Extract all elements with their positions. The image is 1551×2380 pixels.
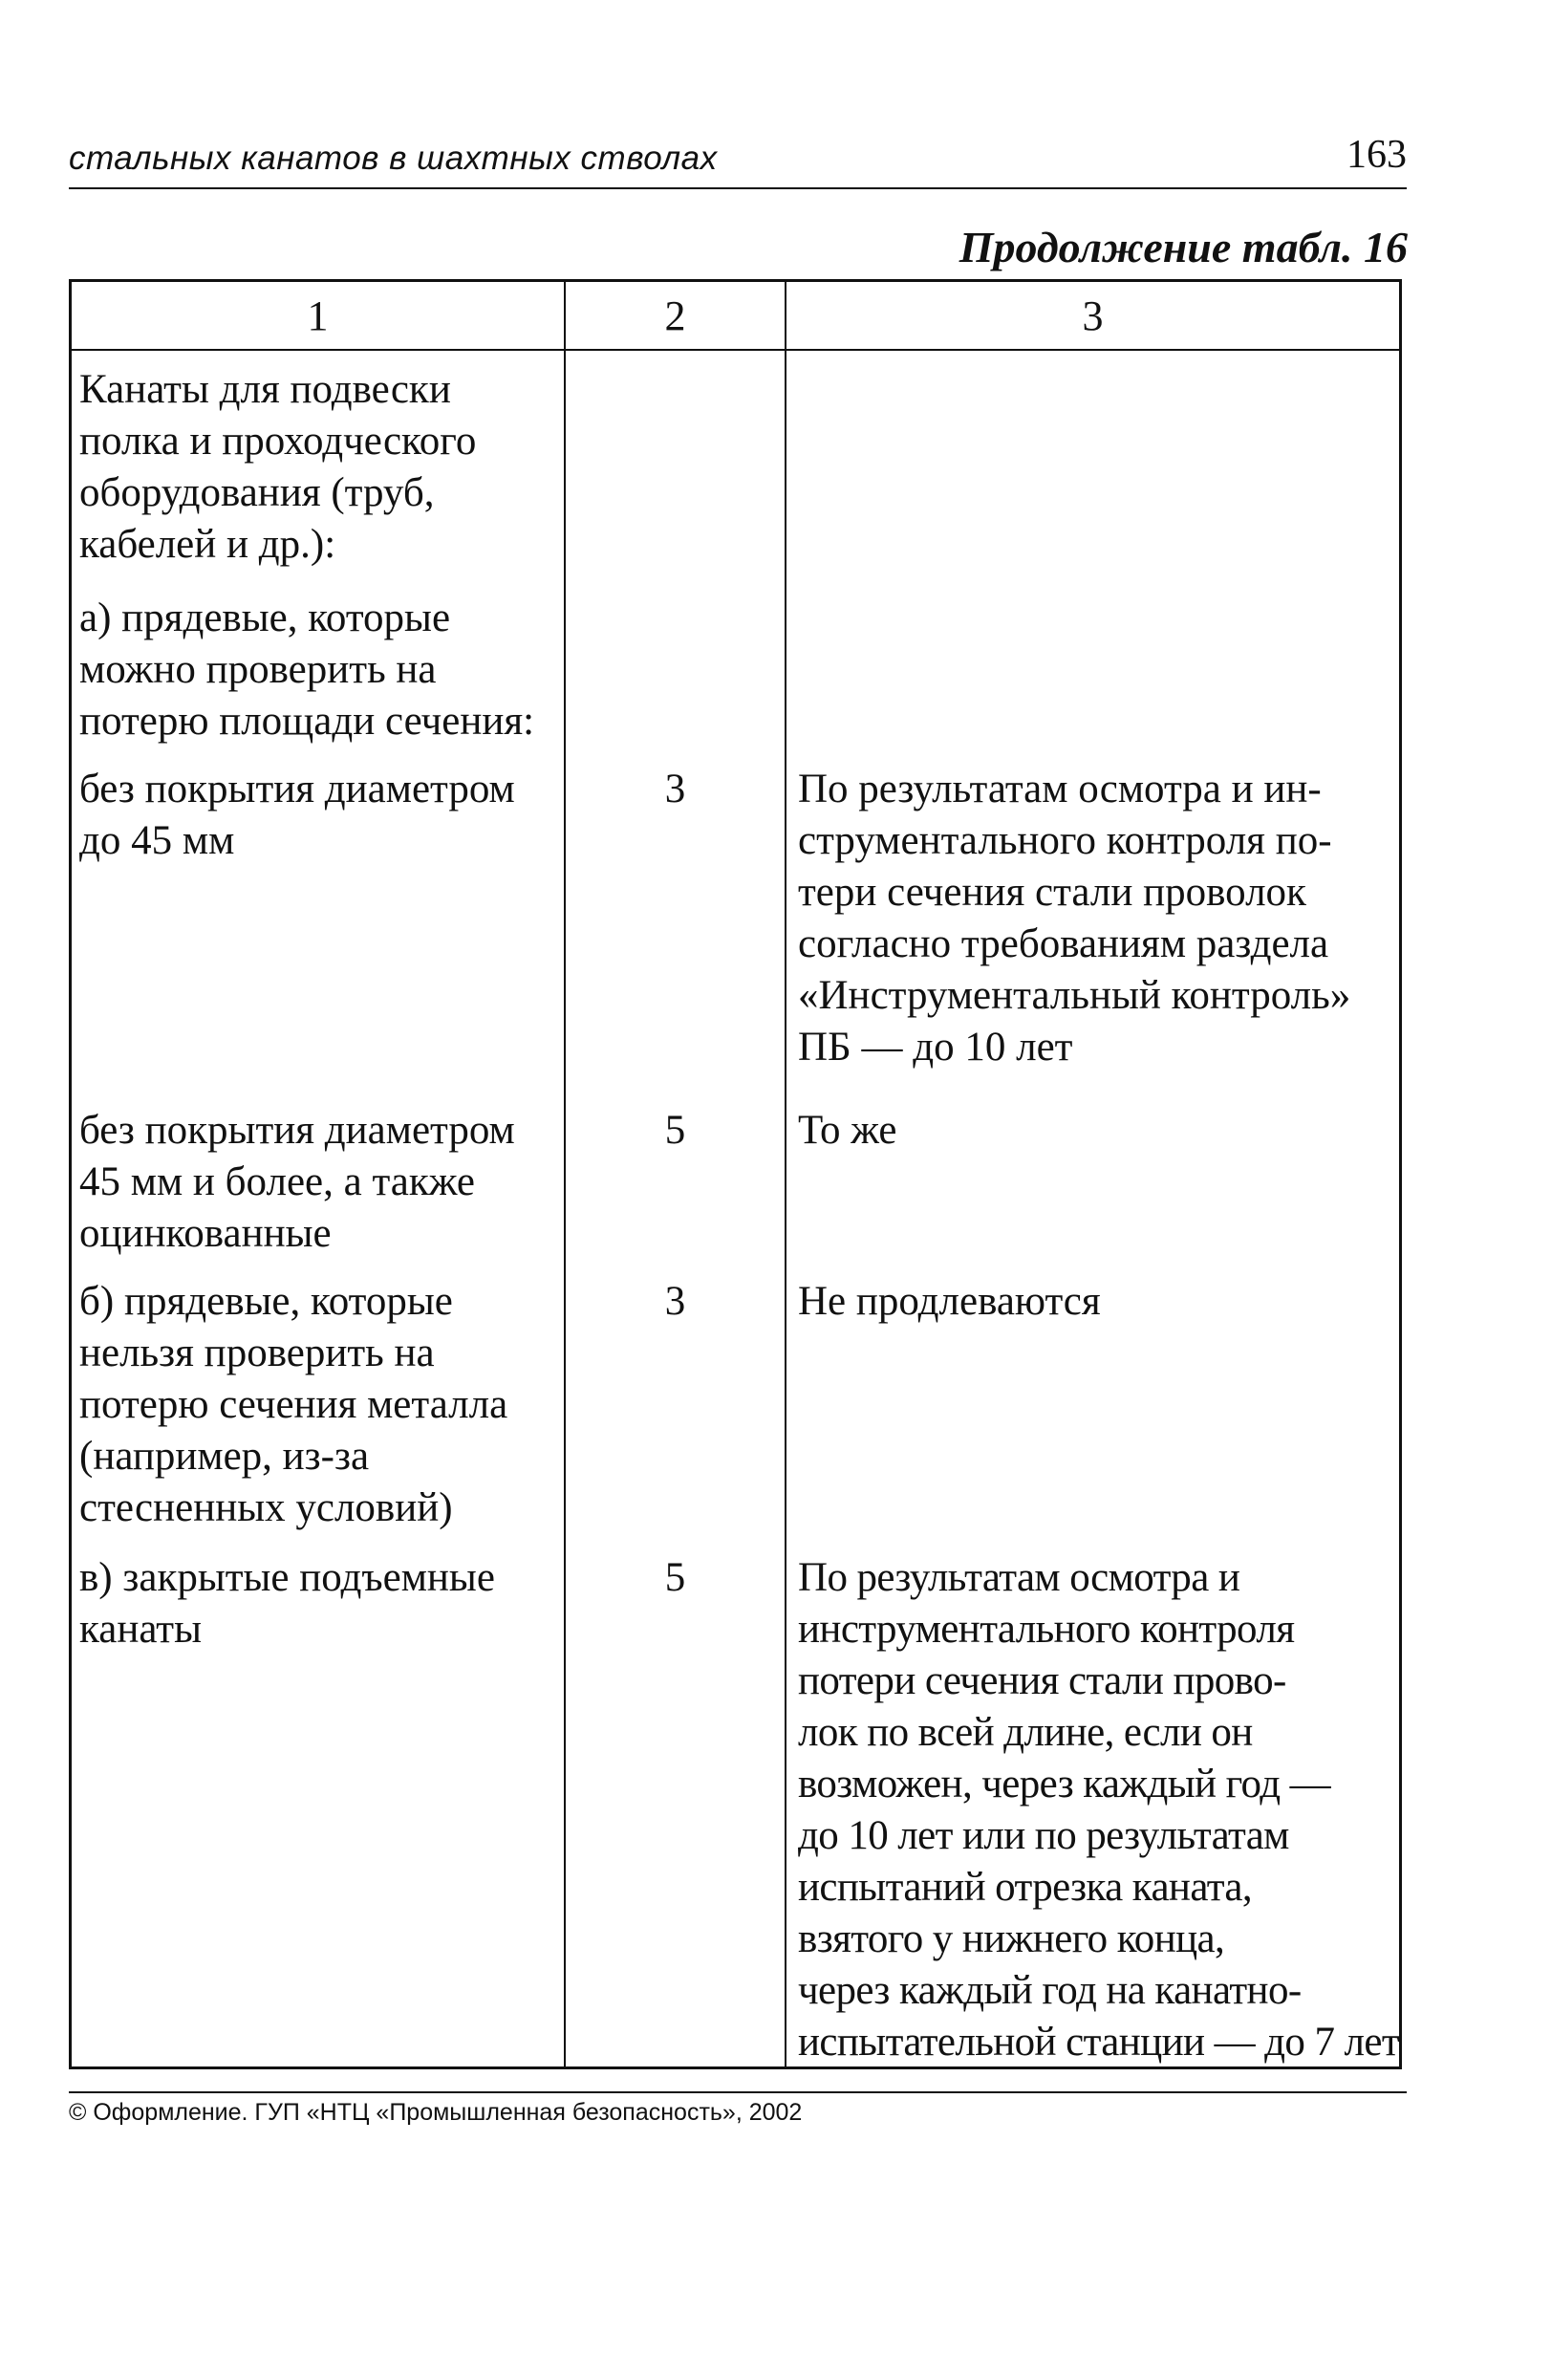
- table-header-rule: [72, 349, 1399, 351]
- table-cell-type: в) закрытые подъемные канаты: [79, 1555, 495, 1652]
- page-number: 163: [1346, 133, 1407, 177]
- column-header-3: 3: [1082, 292, 1104, 339]
- column-header-1: 1: [307, 292, 329, 339]
- table-cell-conditions: Не продлеваются: [798, 1279, 1101, 1324]
- table-cell-years: 3: [664, 767, 686, 811]
- column-separator: [785, 282, 786, 2066]
- table-cell-type: Канаты для подвески полка и проходческого оборудования (труб, кабелей и др.):: [79, 367, 477, 567]
- table-cell-type: без покрытия диаметром 45 мм и более, а также оцинкованные: [79, 1108, 515, 1256]
- table-cell-conditions: То же: [798, 1108, 897, 1153]
- table: [69, 279, 1402, 2069]
- header-rule: [69, 187, 1407, 189]
- table-cell-type: а) прядевые, которые можно проверить на потерю площади сечения:: [79, 595, 535, 744]
- table-cell-conditions: По результатам осмотра и ин- струментального контроля по- тери сечения стали проволок согласно требованиям раздела «Инструментальный контроль» ПБ — до 10 лет: [798, 767, 1351, 1070]
- footer-rule: [69, 2091, 1407, 2093]
- copyright-footer: © Оформление. ГУП «НТЦ «Промышленная безопасность», 2002: [69, 2099, 803, 2126]
- table-cell-type: б) прядевые, которые нельзя проверить на потерю сечения металла (например, из-за стесненных условий): [79, 1279, 508, 1530]
- table-continuation-label: Продолжение табл. 16: [959, 223, 1408, 271]
- running-header: [69, 132, 1407, 189]
- table-cell-years: 5: [664, 1555, 686, 1600]
- table-cell-conditions: По результатам осмотра и инструментального контроля потери сечения стали прово- лок по всей длине, если он возможен, через каждый год — до 10 лет или по результатам испытаний отрезка каната, взятого у нижнего конца, через каждый год на канатно- испытательной станции — до 7 лет: [798, 1555, 1400, 2065]
- column-separator: [564, 282, 566, 2066]
- table-cell-years: 5: [664, 1108, 686, 1153]
- column-header-2: 2: [664, 292, 686, 339]
- running-title: стальных канатов в шахтных стволах: [69, 140, 718, 177]
- table-cell-type: без покрытия диаметром до 45 мм: [79, 767, 515, 863]
- table-cell-years: 3: [664, 1279, 686, 1324]
